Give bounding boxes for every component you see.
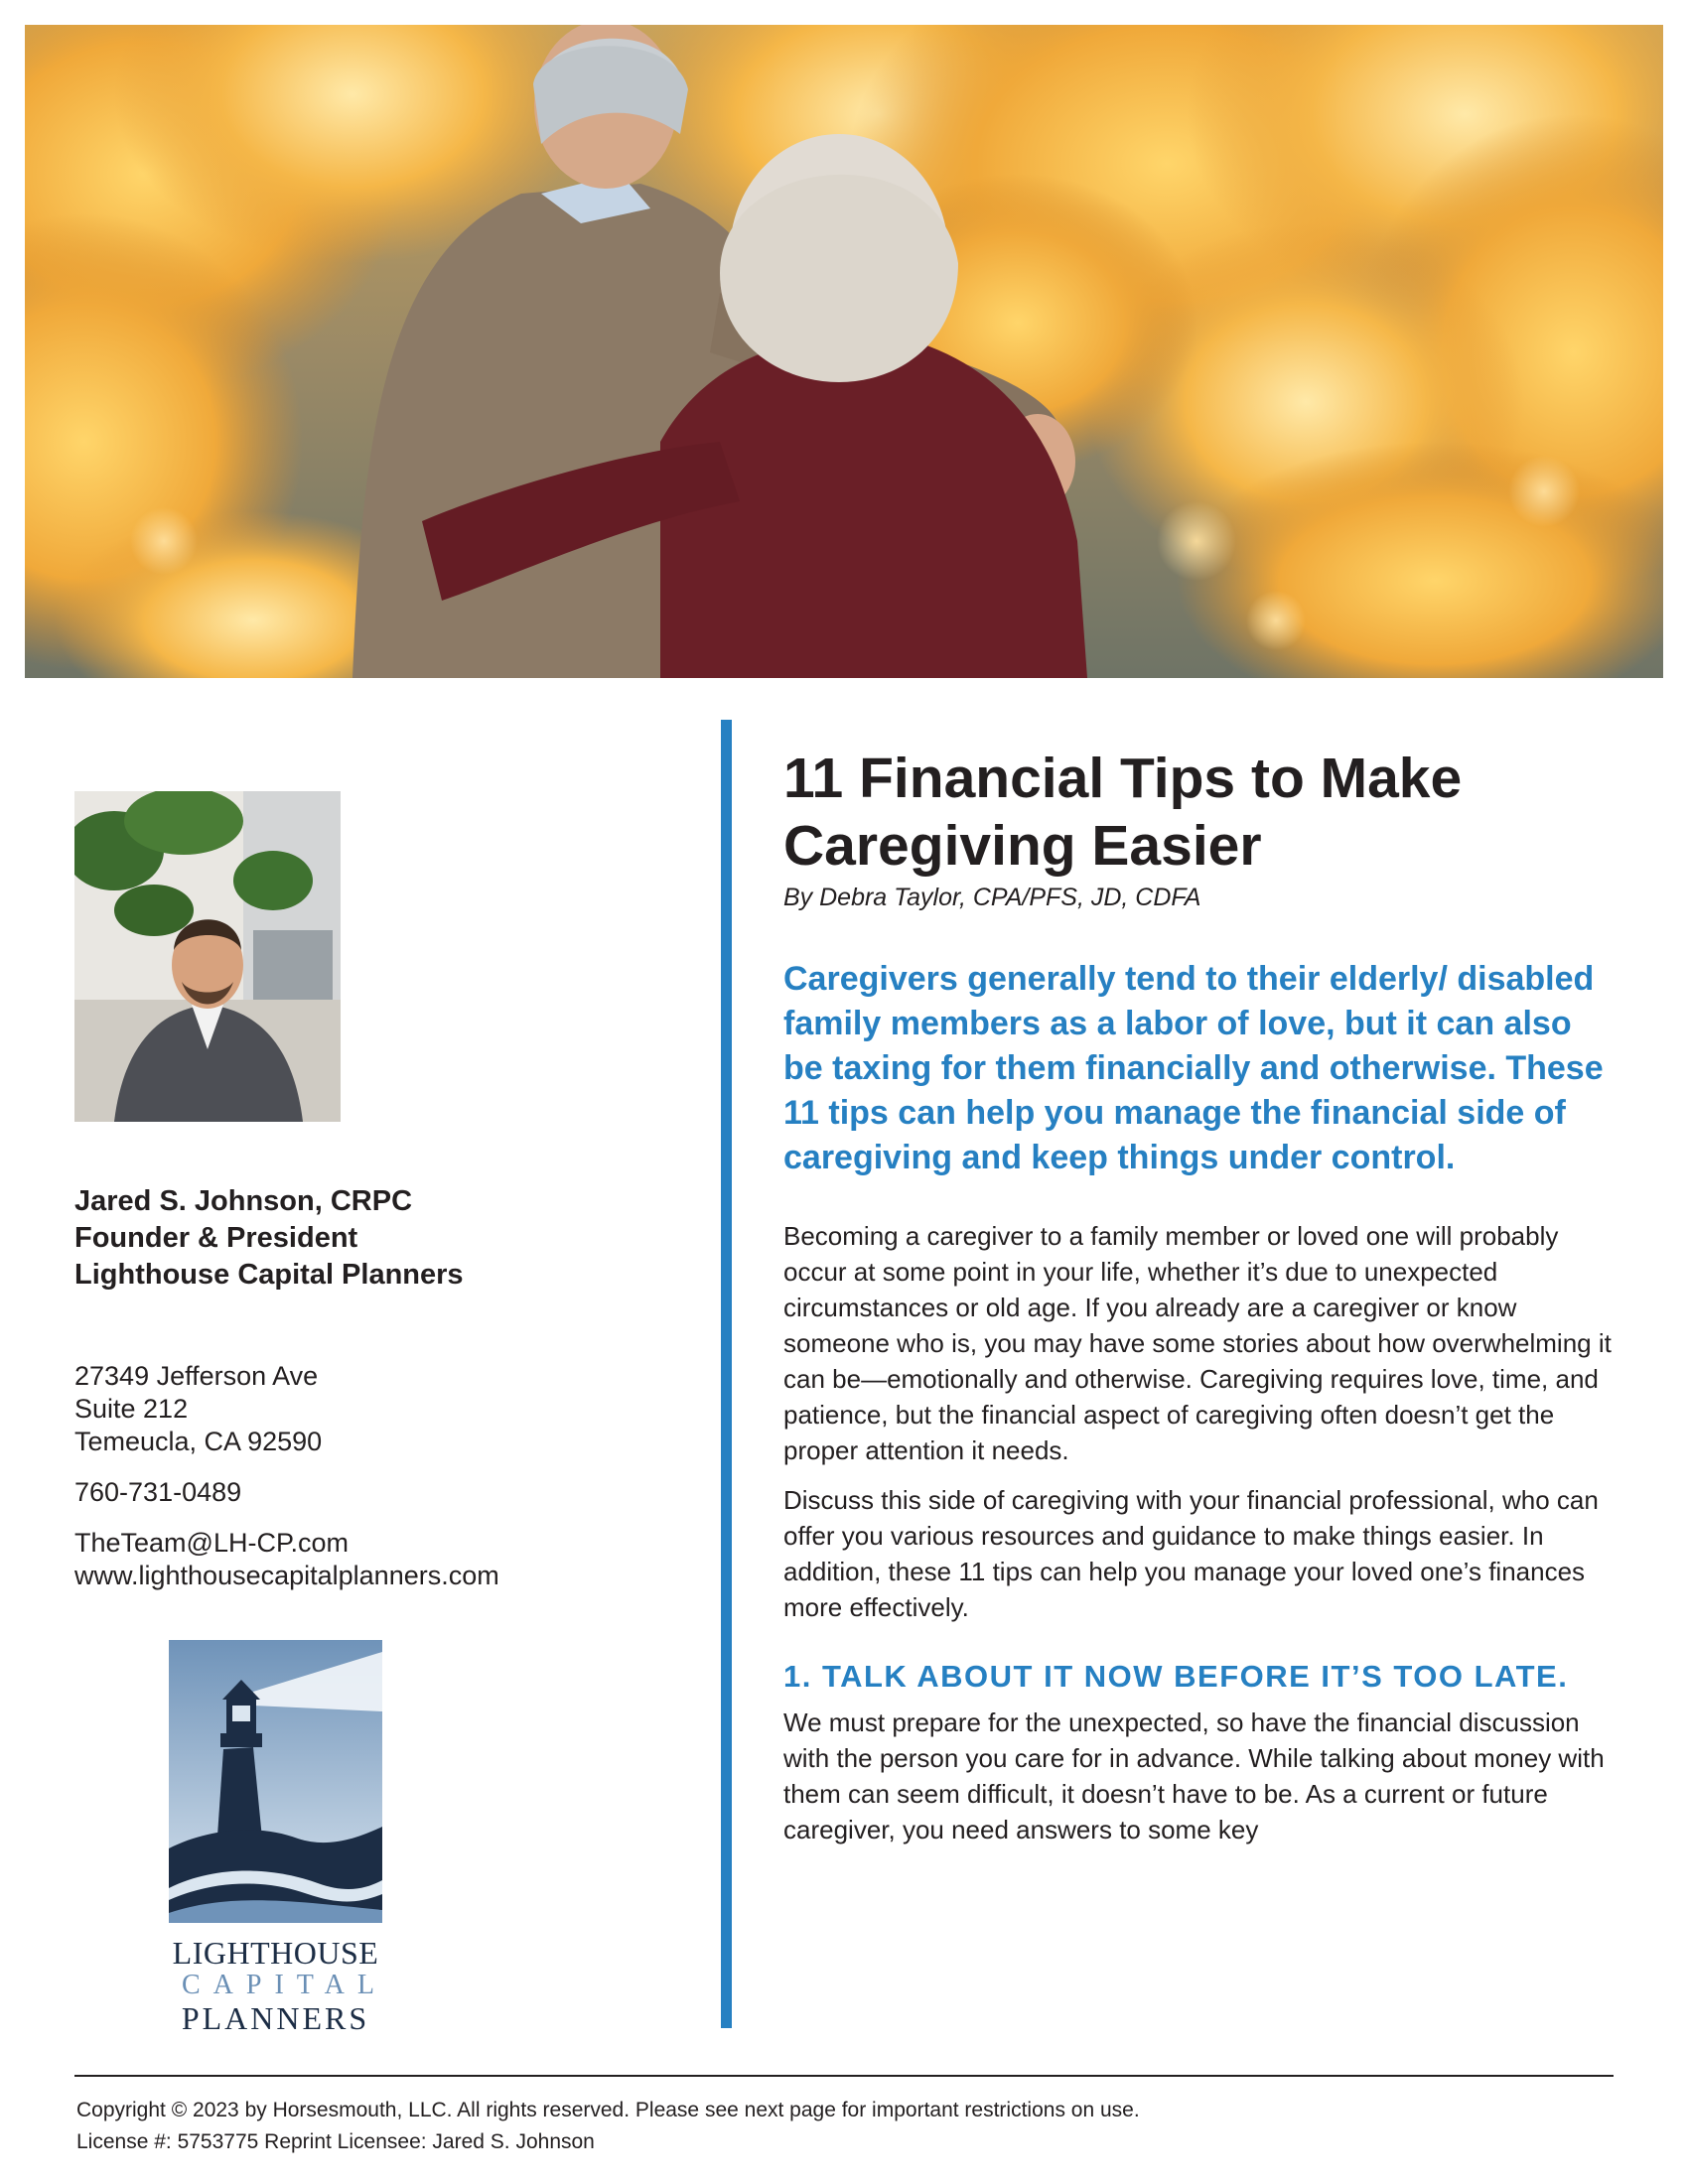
article-lede: Caregivers generally tend to their elderly/ disabled family members as a labor of love, but it can also be taxing for them financially and otherwise. These 11 tips can help you manage the financial side of caregiving and keep things under control. [783, 960, 1604, 1176]
logo-line-3: PLANNERS [181, 2000, 370, 2036]
accent-divider [721, 720, 732, 2028]
online-contact [74, 1527, 670, 1592]
advisor-company: Lighthouse Capital Planners [74, 1259, 464, 1291]
website-link[interactable]: www.lighthousecapitalplanners.com [74, 1561, 499, 1590]
footer [76, 2095, 1140, 2158]
paragraph: We must prepare for the unexpected, so have the financial discussion with the person you care for in advance. While talking about money with them can seem difficult, it doesn’t have to be. As a current or future caregiver, you need answers to some key [783, 1707, 1605, 1844]
address [74, 1360, 670, 1458]
advisor-info [74, 1183, 631, 1294]
license-notice: License #: 5753775 Reprint Licensee: Jared S. Johnson [76, 2130, 595, 2153]
logo-line-1: LIGHTHOUSE [172, 1935, 379, 1971]
logo-line-2: CAPITAL [182, 1970, 387, 2000]
phone-number: 760-731-0489 [74, 1477, 242, 1507]
address-line-3: Temeucla, CA 92590 [74, 1427, 323, 1456]
couple-autumn-illustration [25, 25, 1663, 678]
contact-info [74, 1360, 670, 1610]
address-line-2: Suite 212 [74, 1394, 189, 1424]
article-body [783, 1218, 1627, 1847]
paragraph: Becoming a caregiver to a family member or loved one will probably occur at some point in your life, whether it’s due to unexpected circumstances or old age. If you already are a caregiver or know someone who is, you may have some stories about how overwhelming it can be—emotionally and otherwise. Caregiving requires love, time, and patience, but the financial aspect of caregiving often doesn’t get the proper attention it needs. [783, 1221, 1612, 1465]
copyright-notice: Copyright © 2023 by Horsesmouth, LLC. All rights reserved. Please see next page for important restrictions on use. [76, 2099, 1140, 2121]
article-byline: By Debra Taylor, CPA/PFS, JD, CDFA [783, 884, 1201, 911]
article-title: 11 Financial Tips to Make Caregiving Easier [783, 747, 1463, 878]
section-heading: 1. TALK ABOUT IT NOW BEFORE IT’S TOO LATE. [783, 1659, 1569, 1694]
logo-wordmark [169, 1935, 387, 2036]
advisor-portrait-illustration [74, 791, 341, 1122]
advisor-name: Jared S. Johnson, CRPC [74, 1185, 413, 1217]
address-line-1: 27349 Jefferson Ave [74, 1361, 319, 1391]
footer-divider [74, 2075, 1614, 2077]
advisor-portrait-photo [74, 791, 341, 1122]
phone-block [74, 1476, 670, 1509]
article [783, 745, 1627, 1847]
advisor-role: Founder & President [74, 1222, 358, 1254]
email-link[interactable]: TheTeam@LH-CP.com [74, 1528, 349, 1558]
paragraph: Discuss this side of caregiving with your financial professional, who can offer you various resources and guidance to make things easier. In addition, these 11 tips can help you manage your loved one’s finances more effectively. [783, 1485, 1599, 1622]
hero-photo [25, 25, 1663, 678]
